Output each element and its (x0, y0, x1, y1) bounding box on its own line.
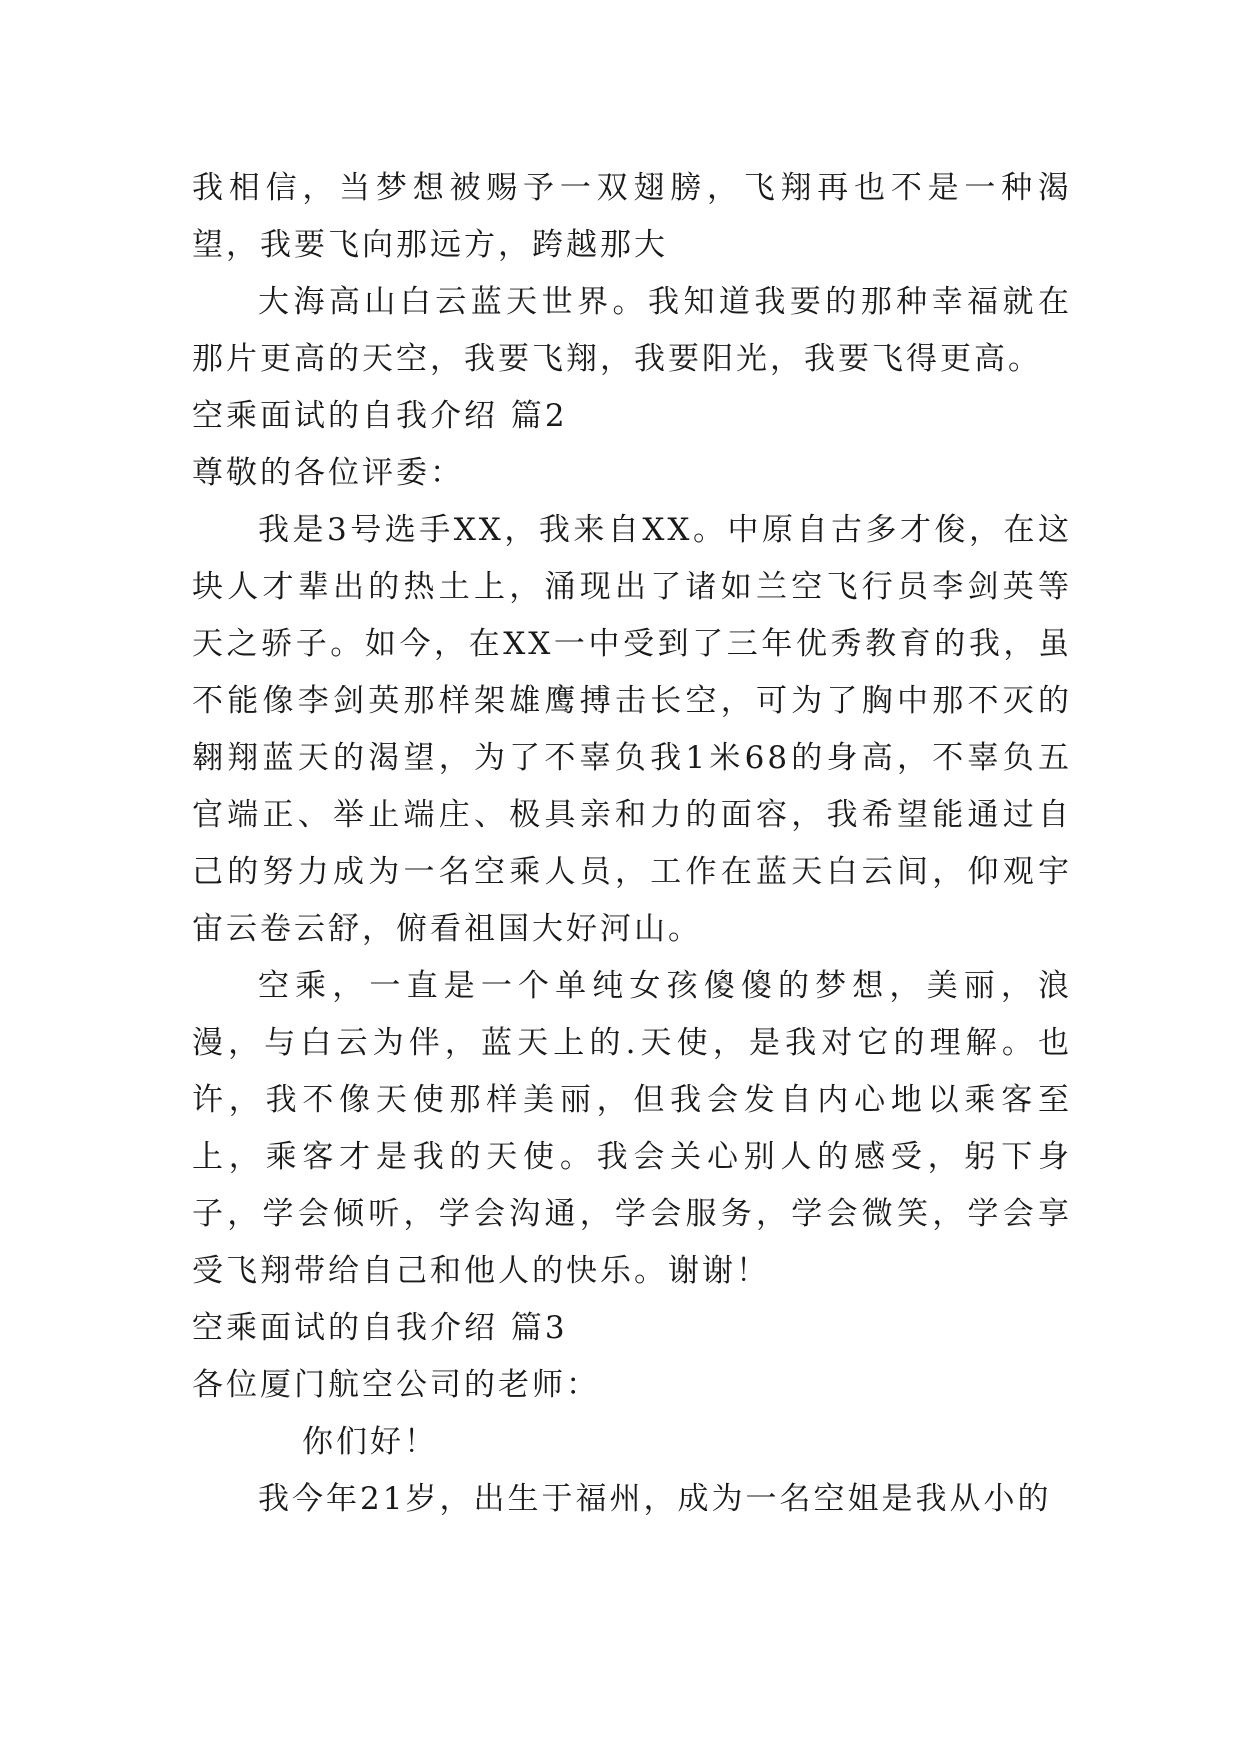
section-heading-part-3: 空乘面试的自我介绍 篇3 (192, 1310, 568, 1346)
document-body (192, 160, 1072, 1528)
paragraph-contestant-intro: 我是3号选手XX，我来自XX。中原自古多才俊，在这块人才辈出的热土上，涌现出了诸如兰空飞行员李剑英等天之骄子。如今，在XX一中受到了三年优秀教育的我，虽不能像李剑英那样架雄鹰搏击长空，可为了胸中那不灭的翱翔蓝天的渴望，为了不辜负我1米68的身高，不辜负五官端正、举止端庄、极具亲和力的面容，我希望能通过自己的努力成为一名空乘人员，工作在蓝天白云间，仰观宇宙云卷云舒，俯看祖国大好河山。 (192, 512, 1072, 947)
paragraph-age-birthplace: 我今年21岁，出生于福州，成为一名空姐是我从小的 (258, 1481, 1052, 1517)
greeting-hello: 你们好！ (302, 1424, 438, 1460)
section-heading-part-2: 空乘面试的自我介绍 篇2 (192, 398, 568, 434)
salutation-judges: 尊敬的各位评委： (192, 455, 464, 491)
paragraph-dream-wings: 我相信，当梦想被赐予一双翅膀，飞翔再也不是一种渴望，我要飞向那远方，跨越那大 (192, 170, 1072, 263)
paragraph-flight-attendant-dream: 空乘，一直是一个单纯女孩傻傻的梦想，美丽，浪漫，与白云为伴，蓝天上的.天使，是我对它的理解。也许，我不像天使那样美丽，但我会发自内心地以乘客至上，乘客才是我的天使。我会关心别人的感受，躬下身子，学会倾听，学会沟通，学会服务，学会微笑，学会享受飞翔带给自己和他人的快乐。谢谢！ (192, 968, 1072, 1289)
salutation-xiamen-airlines: 各位厦门航空公司的老师： (192, 1367, 600, 1403)
paragraph-higher-sky: 大海高山白云蓝天世界。我知道我要的那种幸福就在那片更高的天空，我要飞翔，我要阳光，我要飞得更高。 (192, 284, 1072, 377)
